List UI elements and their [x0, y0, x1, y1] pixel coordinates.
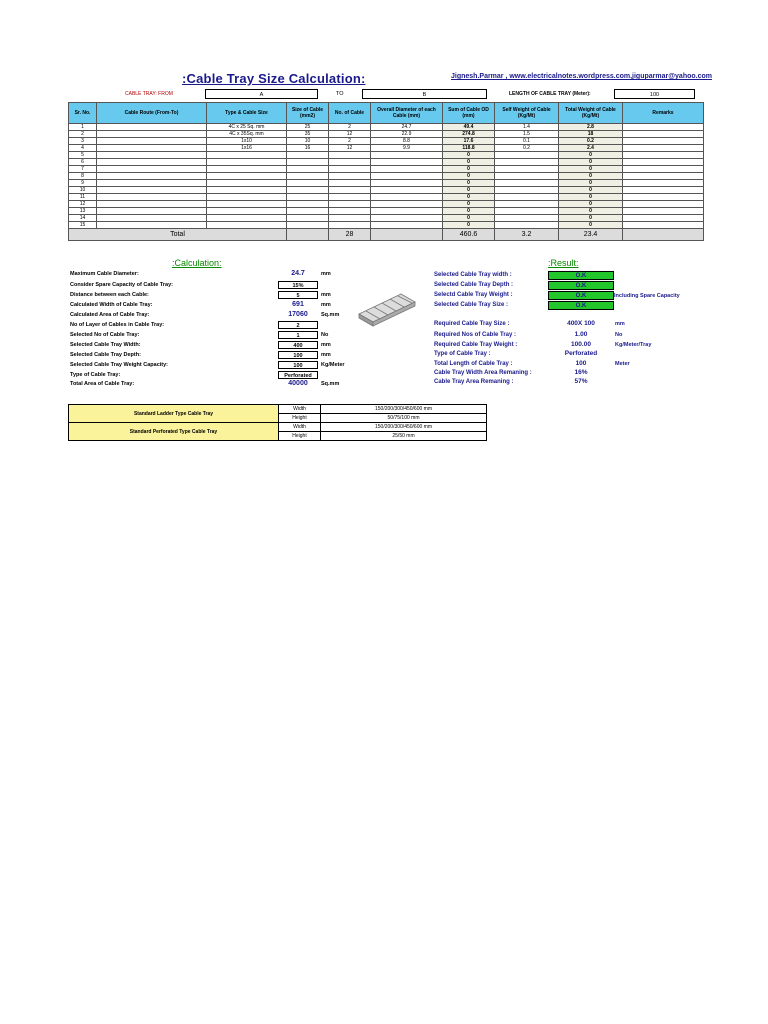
table-cell[interactable]: 12 — [329, 131, 371, 138]
table-cell[interactable]: 49.4 — [443, 124, 495, 131]
result-ok-badge: O.K — [548, 301, 614, 310]
calc-label: Total Area of Cable Tray: — [70, 381, 135, 387]
table-cell[interactable]: 0 — [559, 173, 623, 180]
table-cell[interactable] — [97, 124, 207, 131]
table-row — [69, 187, 704, 194]
result-label: Type of Cable Tray : — [434, 351, 491, 357]
table-cell[interactable] — [371, 194, 443, 201]
calc-input[interactable]: 100 — [278, 361, 318, 369]
calc-value: 691 — [292, 301, 304, 308]
total-self-weight: 3.2 — [495, 229, 559, 241]
result-label: Total Length of Cable Tray : — [434, 361, 513, 367]
table-cell[interactable]: 8 — [69, 173, 97, 180]
table-cell[interactable]: 4C x 25 Sq. mm — [207, 124, 287, 131]
calc-unit: mm — [321, 271, 331, 277]
table-cell[interactable] — [623, 194, 704, 201]
calc-label: Selected Cable Tray Weight Capacity: — [70, 362, 169, 368]
table-cell[interactable]: 1x10 — [207, 138, 287, 145]
table-cell[interactable]: 0 — [443, 194, 495, 201]
table-cell[interactable] — [371, 159, 443, 166]
result-title: :Result: — [548, 258, 579, 268]
table-cell[interactable] — [495, 222, 559, 229]
table-cell[interactable]: 0 — [559, 215, 623, 222]
table-cell[interactable]: 14 — [69, 215, 97, 222]
table-cell[interactable] — [287, 173, 329, 180]
table-cell[interactable]: 0 — [559, 187, 623, 194]
calc-value: 24.7 — [291, 270, 305, 277]
table-cell[interactable] — [97, 152, 207, 159]
calc-unit: Sq.mm — [321, 381, 340, 387]
table-cell[interactable]: 0 — [443, 187, 495, 194]
result-unit: mm — [615, 321, 625, 327]
table-cell[interactable] — [371, 152, 443, 159]
table-cell[interactable]: 0 — [559, 201, 623, 208]
table-cell[interactable] — [371, 215, 443, 222]
table-cell[interactable]: 13 — [69, 208, 97, 215]
table-cell[interactable]: 25 — [287, 124, 329, 131]
table-cell[interactable]: 16 — [287, 145, 329, 152]
table-row — [69, 131, 704, 138]
col-header: Total Weight of Cable (Kg/Mt) — [559, 103, 623, 124]
table-cell[interactable] — [623, 138, 704, 145]
table-cell[interactable] — [371, 187, 443, 194]
std-row: Standard Perforated Type Cable Tray Width 150/200/300/450/600 mm — [69, 423, 487, 432]
table-cell[interactable] — [287, 187, 329, 194]
table-cell[interactable] — [97, 201, 207, 208]
result-value: 1.00 — [574, 331, 588, 338]
table-cell[interactable] — [495, 159, 559, 166]
calc-input[interactable]: 2 — [278, 321, 318, 329]
table-cell[interactable] — [623, 208, 704, 215]
table-cell[interactable] — [287, 194, 329, 201]
table-row — [69, 166, 704, 173]
table-cell[interactable]: 0 — [443, 222, 495, 229]
calc-input[interactable]: 5 — [278, 291, 318, 299]
calc-unit: mm — [321, 292, 331, 298]
table-cell[interactable]: 0 — [443, 215, 495, 222]
table-cell[interactable] — [495, 180, 559, 187]
table-cell[interactable]: 8.8 — [371, 138, 443, 145]
col-header: Remarks — [623, 103, 704, 124]
table-cell[interactable]: 2 — [69, 131, 97, 138]
table-cell[interactable]: 18 — [559, 131, 623, 138]
table-cell[interactable] — [623, 124, 704, 131]
table-cell[interactable] — [207, 166, 287, 173]
calc-input[interactable]: Perforated — [278, 371, 318, 379]
std-name: Standard Perforated Type Cable Tray — [69, 423, 279, 441]
table-cell[interactable]: 0 — [443, 180, 495, 187]
std-row: Height 25/50 mm — [69, 432, 487, 441]
table-cell[interactable] — [207, 180, 287, 187]
table-cell[interactable]: 274.8 — [443, 131, 495, 138]
table-cell[interactable]: 1x16 — [207, 145, 287, 152]
table-cell[interactable]: 0 — [559, 208, 623, 215]
table-cell[interactable]: 35 — [287, 131, 329, 138]
table-cell[interactable] — [97, 180, 207, 187]
result-value: Perforated — [564, 350, 598, 357]
calc-value: 40000 — [288, 380, 308, 387]
table-cell[interactable]: 0 — [559, 159, 623, 166]
table-cell[interactable] — [207, 222, 287, 229]
table-row — [69, 124, 704, 131]
calc-input[interactable]: 100 — [278, 351, 318, 359]
total-row — [69, 229, 704, 241]
table-cell[interactable] — [329, 166, 371, 173]
table-cell[interactable]: 0 — [559, 166, 623, 173]
table-cell[interactable] — [623, 166, 704, 173]
table-cell[interactable] — [97, 208, 207, 215]
table-cell[interactable] — [371, 166, 443, 173]
table-cell[interactable]: 2 — [329, 124, 371, 131]
table-row — [69, 159, 704, 166]
calculation-title: :Calculation: — [172, 258, 222, 268]
table-cell[interactable] — [207, 152, 287, 159]
table-cell[interactable] — [329, 222, 371, 229]
table-cell[interactable] — [623, 201, 704, 208]
table-cell[interactable] — [97, 187, 207, 194]
table-cell[interactable]: 0.2 — [495, 145, 559, 152]
table-cell[interactable]: 0 — [559, 152, 623, 159]
std-row: Standard Ladder Type Cable Tray Width 150/200/300/450/600 mm — [69, 405, 487, 414]
table-cell[interactable]: 10 — [287, 138, 329, 145]
table-cell[interactable] — [623, 215, 704, 222]
from-field[interactable]: A — [205, 89, 318, 99]
col-header: Size of Cable (mm2) — [287, 103, 329, 124]
table-cell[interactable] — [207, 173, 287, 180]
table-cell[interactable] — [623, 145, 704, 152]
result-check-label: Selected Cable Tray Depth : — [434, 282, 514, 288]
table-cell[interactable]: 3 — [69, 138, 97, 145]
page-title: :Cable Tray Size Calculation: — [182, 71, 366, 86]
table-cell[interactable]: 22.9 — [371, 131, 443, 138]
table-cell[interactable] — [287, 201, 329, 208]
table-cell[interactable] — [495, 201, 559, 208]
col-header: Type & Cable Size — [207, 103, 287, 124]
table-cell[interactable] — [329, 180, 371, 187]
table-cell[interactable] — [97, 215, 207, 222]
result-ok-badge: O.K — [548, 281, 614, 290]
table-cell[interactable]: 9.9 — [371, 145, 443, 152]
calc-input[interactable]: 1 — [278, 331, 318, 339]
table-cell[interactable]: 0 — [443, 201, 495, 208]
result-value: 57% — [574, 378, 588, 385]
to-label: TO — [336, 91, 344, 97]
table-cell[interactable] — [371, 201, 443, 208]
table-row — [69, 180, 704, 187]
table-cell[interactable]: 9 — [69, 180, 97, 187]
table-row — [69, 201, 704, 208]
table-cell[interactable] — [287, 152, 329, 159]
calc-label: Selected No of Cable Tray: — [70, 332, 140, 338]
calc-label: Type of Cable Tray: — [70, 372, 121, 378]
table-row — [69, 173, 704, 180]
table-cell[interactable] — [623, 152, 704, 159]
table-cell[interactable] — [97, 194, 207, 201]
table-cell[interactable] — [97, 222, 207, 229]
table-cell[interactable] — [495, 166, 559, 173]
table-cell[interactable] — [371, 208, 443, 215]
result-label: Cable Tray Area Remaning : — [434, 379, 514, 385]
col-header: No. of Cable — [329, 103, 371, 124]
table-cell[interactable] — [207, 208, 287, 215]
std-row: Height 50/75/100 mm — [69, 414, 487, 423]
table-cell[interactable]: 0 — [559, 180, 623, 187]
table-cell[interactable] — [371, 173, 443, 180]
table-cell[interactable] — [287, 215, 329, 222]
col-header: Sr. No. — [69, 103, 97, 124]
calc-value: 17060 — [288, 311, 308, 318]
calc-label: Distance between each Cable: — [70, 292, 149, 298]
table-cell[interactable] — [495, 215, 559, 222]
calc-label: Calculated Area of Cable Tray: — [70, 312, 150, 318]
table-cell[interactable]: 4 — [69, 145, 97, 152]
calc-label: Selected Cable Tray Width: — [70, 342, 141, 348]
table-cell[interactable] — [495, 152, 559, 159]
calc-input[interactable]: 15% — [278, 281, 318, 289]
result-label: Required Cable Tray Weight : — [434, 342, 518, 348]
table-cell[interactable]: 0.2 — [559, 138, 623, 145]
result-unit: Kg/Meter/Tray — [615, 342, 652, 348]
calc-input[interactable]: 400 — [278, 341, 318, 349]
ladder-tray-icon — [359, 294, 415, 326]
result-value: 16% — [574, 369, 588, 376]
spare-note: Including Spare Capacity — [614, 293, 680, 299]
total-weight: 23.4 — [559, 229, 623, 241]
calc-label: Selected Cable Tray Depth: — [70, 352, 141, 358]
table-cell[interactable] — [97, 145, 207, 152]
table-cell[interactable] — [623, 131, 704, 138]
from-label: CABLE TRAY: FROM — [125, 91, 173, 97]
table-cell[interactable]: 12 — [329, 145, 371, 152]
result-value: 100.00 — [571, 341, 591, 348]
standard-sizes-table — [68, 404, 487, 441]
col-header: Cable Route (From-To) — [97, 103, 207, 124]
author-credit: Jignesh.Parmar , www.electricalnotes.wordpress.com,jiguparmar@yahoo.com — [451, 73, 712, 80]
result-value: 400X 100 — [567, 320, 595, 327]
table-cell[interactable] — [97, 173, 207, 180]
table-row — [69, 145, 704, 152]
table-cell[interactable]: 2 — [329, 138, 371, 145]
table-cell[interactable] — [623, 222, 704, 229]
table-cell[interactable]: 24.7 — [371, 124, 443, 131]
col-header: Sum of Cable OD (mm) — [443, 103, 495, 124]
calc-unit: mm — [321, 342, 331, 348]
result-check-label: Selected Cable Tray width : — [434, 272, 512, 278]
table-cell[interactable] — [207, 215, 287, 222]
std-name: Standard Ladder Type Cable Tray — [69, 405, 279, 423]
table-cell[interactable]: 1.5 — [495, 131, 559, 138]
calc-unit: mm — [321, 352, 331, 358]
table-cell[interactable] — [495, 187, 559, 194]
table-row — [69, 138, 704, 145]
length-label: LENGTH OF CABLE TRAY (Meter): — [509, 91, 591, 97]
table-cell[interactable]: 1 — [69, 124, 97, 131]
table-cell[interactable] — [207, 201, 287, 208]
table-cell[interactable] — [97, 131, 207, 138]
table-cell[interactable] — [207, 159, 287, 166]
table-cell[interactable]: 6 — [69, 159, 97, 166]
table-cell[interactable] — [207, 194, 287, 201]
result-ok-badge: O.K — [548, 271, 614, 280]
table-cell[interactable] — [329, 208, 371, 215]
table-cell[interactable]: 5 — [69, 152, 97, 159]
table-cell[interactable]: 2.4 — [559, 145, 623, 152]
calc-label: Calculated Width of Cable Tray: — [70, 302, 153, 308]
table-cell[interactable]: 0 — [443, 166, 495, 173]
total-label: Total — [69, 229, 287, 241]
table-cell[interactable]: 17.6 — [443, 138, 495, 145]
table-cell[interactable] — [329, 173, 371, 180]
table-cell[interactable] — [97, 166, 207, 173]
calc-unit: Sq.mm — [321, 312, 340, 318]
table-cell[interactable]: 0 — [559, 194, 623, 201]
table-cell[interactable]: 118.8 — [443, 145, 495, 152]
calc-label: Maximum Cable Diameter: — [70, 271, 139, 277]
col-header: Overall Diameter of each Cable (mm) — [371, 103, 443, 124]
table-cell[interactable] — [495, 173, 559, 180]
table-cell[interactable] — [371, 222, 443, 229]
table-cell[interactable] — [287, 159, 329, 166]
table-cell[interactable] — [287, 222, 329, 229]
table-cell[interactable]: 0 — [443, 173, 495, 180]
total-sum-od: 460.6 — [443, 229, 495, 241]
calc-label: No of Layer of Cables in Cable Tray: — [70, 322, 165, 328]
table-cell[interactable] — [329, 194, 371, 201]
result-label: Required Cable Tray Size : — [434, 321, 510, 327]
table-cell[interactable]: 10 — [69, 187, 97, 194]
total-no-of-cable: 28 — [329, 229, 371, 241]
table-cell[interactable]: 2.8 — [559, 124, 623, 131]
length-field[interactable]: 100 — [614, 89, 695, 99]
table-cell[interactable] — [329, 187, 371, 194]
table-row — [69, 222, 704, 229]
table-cell[interactable] — [329, 159, 371, 166]
table-cell[interactable]: 7 — [69, 166, 97, 173]
table-cell[interactable] — [97, 159, 207, 166]
table-cell[interactable] — [329, 201, 371, 208]
table-row — [69, 194, 704, 201]
result-unit: No — [615, 332, 623, 338]
table-cell[interactable]: 0 — [443, 208, 495, 215]
table-cell[interactable]: 0 — [559, 222, 623, 229]
result-label: Cable Tray Width Area Remaning : — [434, 370, 532, 376]
table-cell[interactable] — [623, 180, 704, 187]
cable-table — [68, 102, 704, 241]
result-ok-badge: O.K — [548, 291, 614, 300]
table-cell[interactable]: 12 — [69, 201, 97, 208]
result-check-label: Selectd Cable Tray Weight : — [434, 292, 513, 298]
calc-label: Consider Spare Capacity of Cable Tray: — [70, 282, 174, 288]
calc-unit: Kg/Meter — [321, 362, 345, 368]
table-header-row — [69, 103, 704, 124]
table-cell[interactable] — [329, 215, 371, 222]
table-cell[interactable] — [329, 152, 371, 159]
table-row — [69, 208, 704, 215]
table-cell[interactable]: 4C x 35Sq. mm — [207, 131, 287, 138]
table-cell[interactable] — [495, 194, 559, 201]
to-field[interactable]: B — [362, 89, 487, 99]
result-value: 100 — [575, 360, 587, 367]
table-cell[interactable] — [207, 187, 287, 194]
result-check-label: Selected Cable Tray Size : — [434, 302, 509, 308]
table-cell[interactable] — [623, 173, 704, 180]
cable-tray-image — [357, 292, 417, 333]
table-cell[interactable]: 11 — [69, 194, 97, 201]
table-cell[interactable] — [623, 159, 704, 166]
table-cell[interactable] — [287, 166, 329, 173]
table-cell[interactable]: 0.1 — [495, 138, 559, 145]
table-cell[interactable] — [287, 180, 329, 187]
col-header: Self Weight of Cable (Kg/Mt) — [495, 103, 559, 124]
table-cell[interactable] — [623, 187, 704, 194]
table-row — [69, 152, 704, 159]
table-cell[interactable] — [97, 138, 207, 145]
table-cell[interactable]: 15 — [69, 222, 97, 229]
calc-unit: mm — [321, 302, 331, 308]
table-cell[interactable]: 1.4 — [495, 124, 559, 131]
table-cell[interactable]: 0 — [443, 152, 495, 159]
table-cell[interactable] — [287, 208, 329, 215]
table-cell[interactable] — [371, 180, 443, 187]
result-label: Required Nos of Cable Tray : — [434, 332, 517, 338]
result-unit: Meter — [615, 361, 630, 367]
table-cell[interactable] — [495, 208, 559, 215]
calc-unit: No — [321, 332, 329, 338]
table-row — [69, 215, 704, 222]
table-cell[interactable]: 0 — [443, 159, 495, 166]
